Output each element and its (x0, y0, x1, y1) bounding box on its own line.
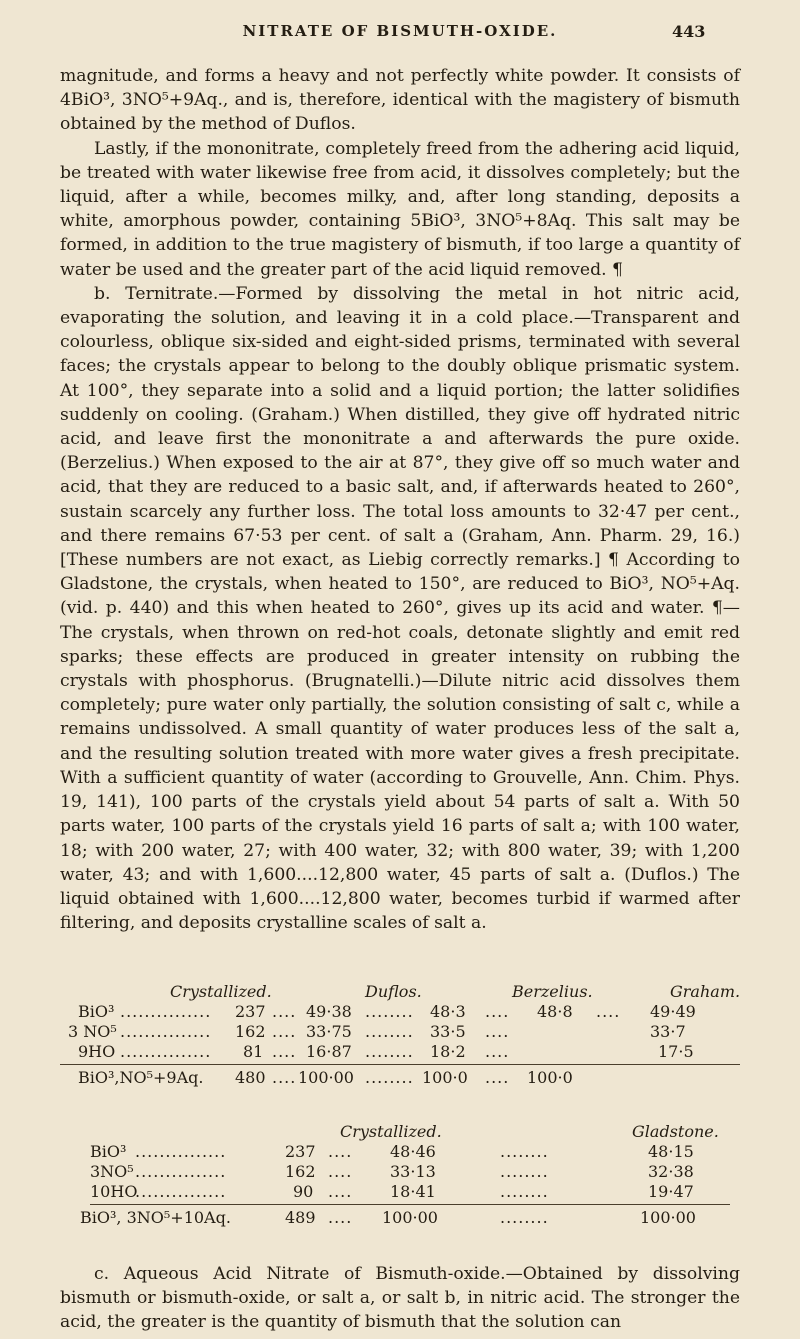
leader-dots: ........ (500, 1208, 549, 1227)
body-text (60, 64, 740, 935)
row-graham: 17·5 (658, 1042, 694, 1061)
total-crystallized: 100·00 (382, 1208, 438, 1227)
table-rule (90, 1204, 730, 1205)
leader-dots: .... (485, 1022, 510, 1041)
table-total-row (60, 1208, 740, 1228)
paragraph-1: magnitude, and forms a heavy and not perfectly white powder. It consists of 4BiO³, 3NO⁵+9Aq., and is, therefore, identical with the magistery of bismuth obtained by the method of Duflos. (60, 66, 740, 135)
leader-dots: ........ (365, 1022, 414, 1041)
row-weight: 81 (243, 1042, 264, 1061)
leader-dots: .... (485, 1068, 510, 1087)
leader-dots: .... (272, 1068, 297, 1087)
leader-dots: ............... (135, 1142, 227, 1161)
composition-table-2 (60, 1122, 740, 1228)
row-crystallized: 33·13 (390, 1162, 436, 1181)
col-header-crystallized: Crystallized. (340, 1122, 442, 1141)
col-header-crystallized: Crystallized. (170, 982, 272, 1001)
table-total-row (60, 1068, 740, 1088)
leader-dots: ........ (365, 1068, 414, 1087)
table-row (60, 1042, 740, 1062)
row-crystallized: 18·41 (390, 1182, 436, 1201)
leader-dots: .... (272, 1022, 297, 1041)
row-weight: 90 (293, 1182, 314, 1201)
row-weight: 237 (235, 1002, 266, 1021)
table-row (60, 1162, 740, 1182)
total-berzelius: 100·0 (527, 1068, 573, 1087)
leader-dots: .... (328, 1208, 353, 1227)
row-crystallized: 49·38 (306, 1002, 352, 1021)
leader-dots: ............... (135, 1182, 227, 1201)
row-label: 3NO⁵ (90, 1162, 134, 1181)
leader-dots: .... (328, 1162, 353, 1181)
row-gladstone: 32·38 (648, 1162, 694, 1181)
table-row (60, 1142, 740, 1162)
row-duflos: 48·3 (430, 1002, 466, 1021)
col-header-graham: Graham. (670, 982, 741, 1001)
paragraph-ternitrate: b. Ternitrate.—Formed by dissolving the metal in hot nitric acid, evaporating the solution, and leaving it in a cold place.—Transparent and colourless, oblique six-sided and eight-sided prisms, terminated with several faces; the crystals appear to belong to the doubly oblique prismatic system. At 100°, they separate into a solid and a liquid portion; the latter solidifies suddenly on cooling. (Graham.) When distilled, they give off hydrated nitric acid, and leave first the mononitrate a and afterwards the pure oxide. (Berzelius.) When exposed to the air at 87°, they give off so much water and acid, that they are reduced to a basic salt, and, if afterwards heated to 260°, sustain scarcely any further loss. The total loss amounts to 32·47 per cent., and there remains 67·53 per cent. of salt a (Graham, Ann. Pharm. 29, 16.) [These numbers are not exact, as Liebig correctly remarks.] ¶ According to Gladstone, the crystals, when heated to 150°, are reduced to BiO³, NO⁵+Aq. (vid. p. 440) and this when heated to 260°, gives up its acid and water. ¶—The crystals, when thrown on red-hot coals, detonate slightly and emit red sparks; these effects are produced in greater intensity on rubbing the crystals with phosphorus. (Brugnatelli.)—Dilute nitric acid dissolves them completely; pure water only partially, the solution consisting of salt c, while a remains undissolved. A small quantity of water produces less of the salt a, and the resulting solution treated with more water gives a fresh precipitate. With a sufficient quantity of water (according to Grouvelle, Ann. Chim. Phys. 19, 141), 100 parts of the crystals yield about 54 parts of salt a. With 50 parts water, 100 parts of the crystals yield 16 parts of salt a; with 100 water, 18; with 200 water, 27; with 400 water, 32; with 800 water, 39; with 1,200 water, 43; and with 1,600....12,800 water, 45 parts of salt a. (Duflos.) The liquid obtained with 1,600....12,800 water, becomes turbid if warmed after filtering, and deposits crystalline scales of salt a. (60, 283, 740, 934)
row-duflos: 18·2 (430, 1042, 466, 1061)
row-label: BiO³ (90, 1142, 127, 1161)
total-label: BiO³, 3NO⁵+10Aq. (80, 1208, 231, 1227)
leader-dots: ............... (120, 1042, 212, 1061)
leader-dots: .... (596, 1002, 621, 1021)
total-label: BiO³,NO⁵+9Aq. (78, 1068, 204, 1087)
total-duflos: 100·0 (422, 1068, 468, 1087)
table-row (60, 1002, 740, 1022)
leader-dots: ........ (500, 1142, 549, 1161)
running-title: NITRATE OF BISMUTH-OXIDE. (242, 22, 558, 40)
row-crystallized: 16·87 (306, 1042, 352, 1061)
paragraph-aqueous-acid-nitrate: c. Aqueous Acid Nitrate of Bismuth-oxide.—Obtained by dissolving bismuth or bismuth-oxide, or salt a, or salt b, in nitric acid. The stronger the acid, the greater is the quantity of bismuth that the solution can (60, 1264, 740, 1333)
row-crystallized: 48·46 (390, 1142, 436, 1161)
row-weight: 237 (285, 1142, 316, 1161)
table-header-row (60, 1122, 740, 1142)
row-label: 3 NO⁵ (68, 1022, 117, 1041)
paragraph-2: Lastly, if the mononitrate, completely freed from the adhering acid liquid, be treated with water likewise free from acid, it dissolves completely; but the liquid, after a while, becomes milky, and, after long standing, deposits a white, amorphous powder, containing 5BiO³, 3NO⁵+8Aq. This salt may be formed, in addition to the true magistery of bismuth, if too large a quantity of water be used and the greater part of the acid liquid removed. ¶ (60, 138, 740, 280)
table-row (60, 1022, 740, 1042)
row-graham: 33·7 (650, 1022, 686, 1041)
row-label: 10HO (90, 1182, 138, 1201)
col-header-duflos: Duflos. (365, 982, 422, 1001)
leader-dots: .... (485, 1002, 510, 1021)
table-row (60, 1182, 740, 1202)
total-weight: 489 (285, 1208, 316, 1227)
row-label: 9HO (78, 1042, 116, 1061)
leader-dots: ............... (120, 1022, 212, 1041)
col-header-gladstone: Gladstone. (632, 1122, 719, 1141)
row-berzelius: 48·8 (537, 1002, 573, 1021)
row-gladstone: 48·15 (648, 1142, 694, 1161)
row-weight: 162 (285, 1162, 316, 1181)
body-text-continued (60, 1262, 740, 1335)
row-weight: 162 (235, 1022, 266, 1041)
leader-dots: ........ (500, 1162, 549, 1181)
table-header-row (60, 982, 740, 1002)
leader-dots: .... (328, 1142, 353, 1161)
col-header-berzelius: Berzelius. (512, 982, 593, 1001)
leader-dots: ........ (365, 1042, 414, 1061)
row-gladstone: 19·47 (648, 1182, 694, 1201)
row-crystallized: 33·75 (306, 1022, 352, 1041)
leader-dots: ............... (120, 1002, 212, 1021)
leader-dots: .... (328, 1182, 353, 1201)
leader-dots: ........ (365, 1002, 414, 1021)
leader-dots: .... (272, 1042, 297, 1061)
total-weight: 480 (235, 1068, 266, 1087)
composition-table-1 (60, 982, 740, 1088)
leader-dots: ............... (135, 1162, 227, 1181)
row-label: BiO³ (78, 1002, 115, 1021)
page-number: 443 (672, 22, 706, 41)
total-crystallized: 100·00 (298, 1068, 354, 1087)
leader-dots: .... (272, 1002, 297, 1021)
total-gladstone: 100·00 (640, 1208, 696, 1227)
row-graham: 49·49 (650, 1002, 696, 1021)
leader-dots: ........ (500, 1182, 549, 1201)
leader-dots: .... (485, 1042, 510, 1061)
running-header (0, 22, 800, 48)
table-rule (60, 1064, 740, 1065)
row-duflos: 33·5 (430, 1022, 466, 1041)
